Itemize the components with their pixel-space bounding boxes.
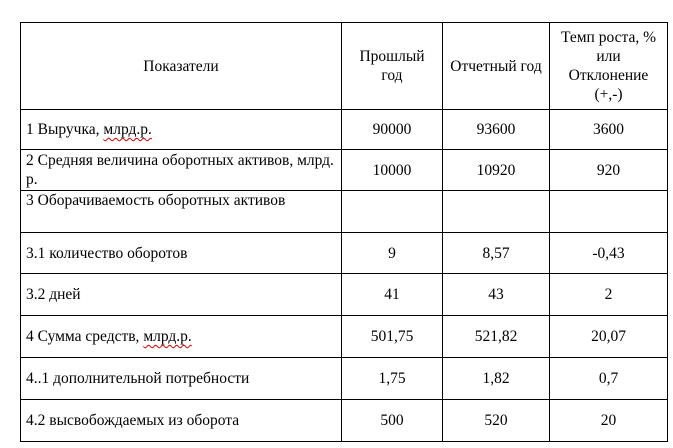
table-row <box>21 233 668 274</box>
cell-current: 1,82 <box>443 358 550 400</box>
table-header-row <box>21 23 668 110</box>
indicators-table <box>20 22 668 442</box>
table-row <box>21 150 668 191</box>
cell-growth: -0,43 <box>550 233 668 274</box>
row-label <box>21 110 342 150</box>
cell-growth: 2 <box>550 274 668 316</box>
header-indicator: Показатели <box>21 23 342 110</box>
cell-previous: 501,75 <box>342 316 443 358</box>
row-label-text: 1 Выручка, <box>26 121 104 138</box>
cell-previous: 1,75 <box>342 358 443 400</box>
cell-previous: 90000 <box>342 110 443 150</box>
table-row <box>21 110 668 150</box>
row-label: 3.1 количество оборотов <box>21 233 342 274</box>
cell-previous <box>342 191 443 233</box>
cell-growth: 920 <box>550 150 668 191</box>
cell-growth: 0,7 <box>550 358 668 400</box>
header-previous-year: Прошлый год <box>342 23 443 110</box>
unit-text: млрд.р. <box>103 121 152 138</box>
cell-growth: 20 <box>550 400 668 442</box>
row-label: 3 Оборачиваемость оборотных активов <box>21 191 342 233</box>
cell-previous: 10000 <box>342 150 443 191</box>
cell-current <box>443 191 550 233</box>
cell-current: 43 <box>443 274 550 316</box>
table-row <box>21 274 668 316</box>
cell-growth: 20,07 <box>550 316 668 358</box>
table-row <box>21 191 668 233</box>
cell-current: 10920 <box>443 150 550 191</box>
cell-previous: 41 <box>342 274 443 316</box>
row-label: 3.2 дней <box>21 274 342 316</box>
row-label: 4.2 высвобождаемых из оборота <box>21 400 342 442</box>
cell-current: 93600 <box>443 110 550 150</box>
unit-text: млрд.р. <box>143 328 192 345</box>
cell-growth <box>550 191 668 233</box>
table-row <box>21 316 668 358</box>
row-label-text: 4 Сумма средств, <box>26 328 144 345</box>
header-growth-rate: Темп роста, % или Отклонение (+,-) <box>550 23 668 110</box>
row-label: 2 Средняя величина оборотных активов, млрд. р. <box>21 150 342 191</box>
header-current-year: Отчетный год <box>443 23 550 110</box>
cell-previous: 9 <box>342 233 443 274</box>
cell-growth: 3600 <box>550 110 668 150</box>
cell-current: 521,82 <box>443 316 550 358</box>
cell-previous: 500 <box>342 400 443 442</box>
cell-current: 8,57 <box>443 233 550 274</box>
cell-current: 520 <box>443 400 550 442</box>
row-label <box>21 316 342 358</box>
row-label: 4..1 дополнительной потребности <box>21 358 342 400</box>
table-row <box>21 358 668 400</box>
table-row <box>21 400 668 442</box>
